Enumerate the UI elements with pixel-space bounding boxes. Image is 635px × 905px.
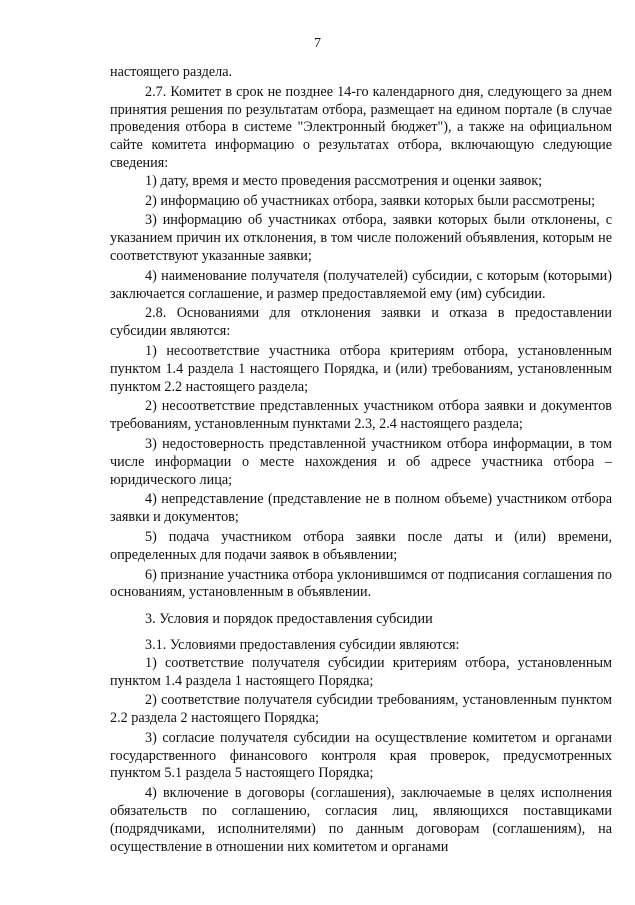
list-item-2-7-1: 1) дату, время и место проведения рассмотрения и оценки заявок; [145,172,543,189]
list-item-3-1-3: 3) согласие получателя субсидии на осуществление комитетом и органами государственного финансового контроля края проверок, предусмотренных пунктом 5.1 раздела 5 настоящего Порядка; [110,729,612,782]
list-item-2-7-4: 4) наименование получателя (получателей) субсидии, с которым (которыми) заключается соглашение, и размер предоставляемой ему (им) субсидии. [110,267,612,302]
paragraph-2-7: 2.7. Комитет в срок не позднее 14-го календарного дня, следующего за днем принятия решения по результатам отбора, размещает на едином портале (в случае проведения отбора в системе "Электронный бюджет"), а также на официальном сайте комитета информацию о результатах отбора, включающую следующие сведения: [110,83,612,171]
list-item-2-8-1: 1) несоответствие участника отбора критериям отбора, установленным пунктом 1.4 раздела 1 настоящего Порядка, и (или) требованиям, установленным пунктом 2.2 настоящего раздела; [110,342,612,395]
document-body [110,64,612,856]
list-item-3-1-4: 4) включение в договоры (соглашения), заключаемые в целях исполнения обязательств по соглашению, согласия лиц, являющихся поставщиками (подрядчиками, исполнителями) по данным договорам (соглашениям), на осуществление в отношении них комитетом и органами [110,785,612,855]
list-item-3-1-2: 2) соответствие получателя субсидии требованиям, установленным пунктом 2.2 раздела 2 настоящего Порядка; [110,692,612,727]
list-item-2-7-2: 2) информацию об участниках отбора, заявки которых были рассмотрены; [145,192,596,209]
list-item-3-1-1: 1) соответствие получателя субсидии критериям отбора, установленным пунктом 1.4 раздела 1 настоящего Порядка; [110,654,612,689]
list-item-2-7-3: 3) информацию об участниках отбора, заявки которых были отклонены, с указанием причин их отклонения, в том числе положений объявления, которым не соответствуют указанные заявки; [110,212,612,264]
list-item-2-8-6: 6) признание участника отбора уклонившимся от подписания соглашения по основаниям, установленным в объявлении. [110,566,612,601]
page-number: 7 [314,36,321,51]
paragraph-continuation: настоящего раздела. [110,64,233,80]
list-item-2-8-5: 5) подача участником отбора заявки после даты и (или) времени, определенных для подачи заявок в объявлении; [110,528,612,563]
paragraph-3-1: 3.1. Условиями предоставления субсидии являются: [145,636,460,653]
list-item-2-8-2: 2) несоответствие представленных участником отбора заявки и документов требованиям, установленным пунктами 2.3, 2.4 настоящего раздела; [110,398,612,433]
paragraph-2-8: 2.8. Основаниями для отклонения заявки и отказа в предоставлении субсидии являются: [110,305,612,340]
section-3-heading: 3. Условия и порядок предоставления субсидии [145,611,433,628]
list-item-2-8-4: 4) непредставление (представление не в полном объеме) участником отбора заявки и документов; [110,491,612,526]
list-item-2-8-3: 3) недостоверность представленной участником отбора информации, в том числе информации о месте нахождения и об адресе участника отбора – юридического лица; [110,435,612,488]
